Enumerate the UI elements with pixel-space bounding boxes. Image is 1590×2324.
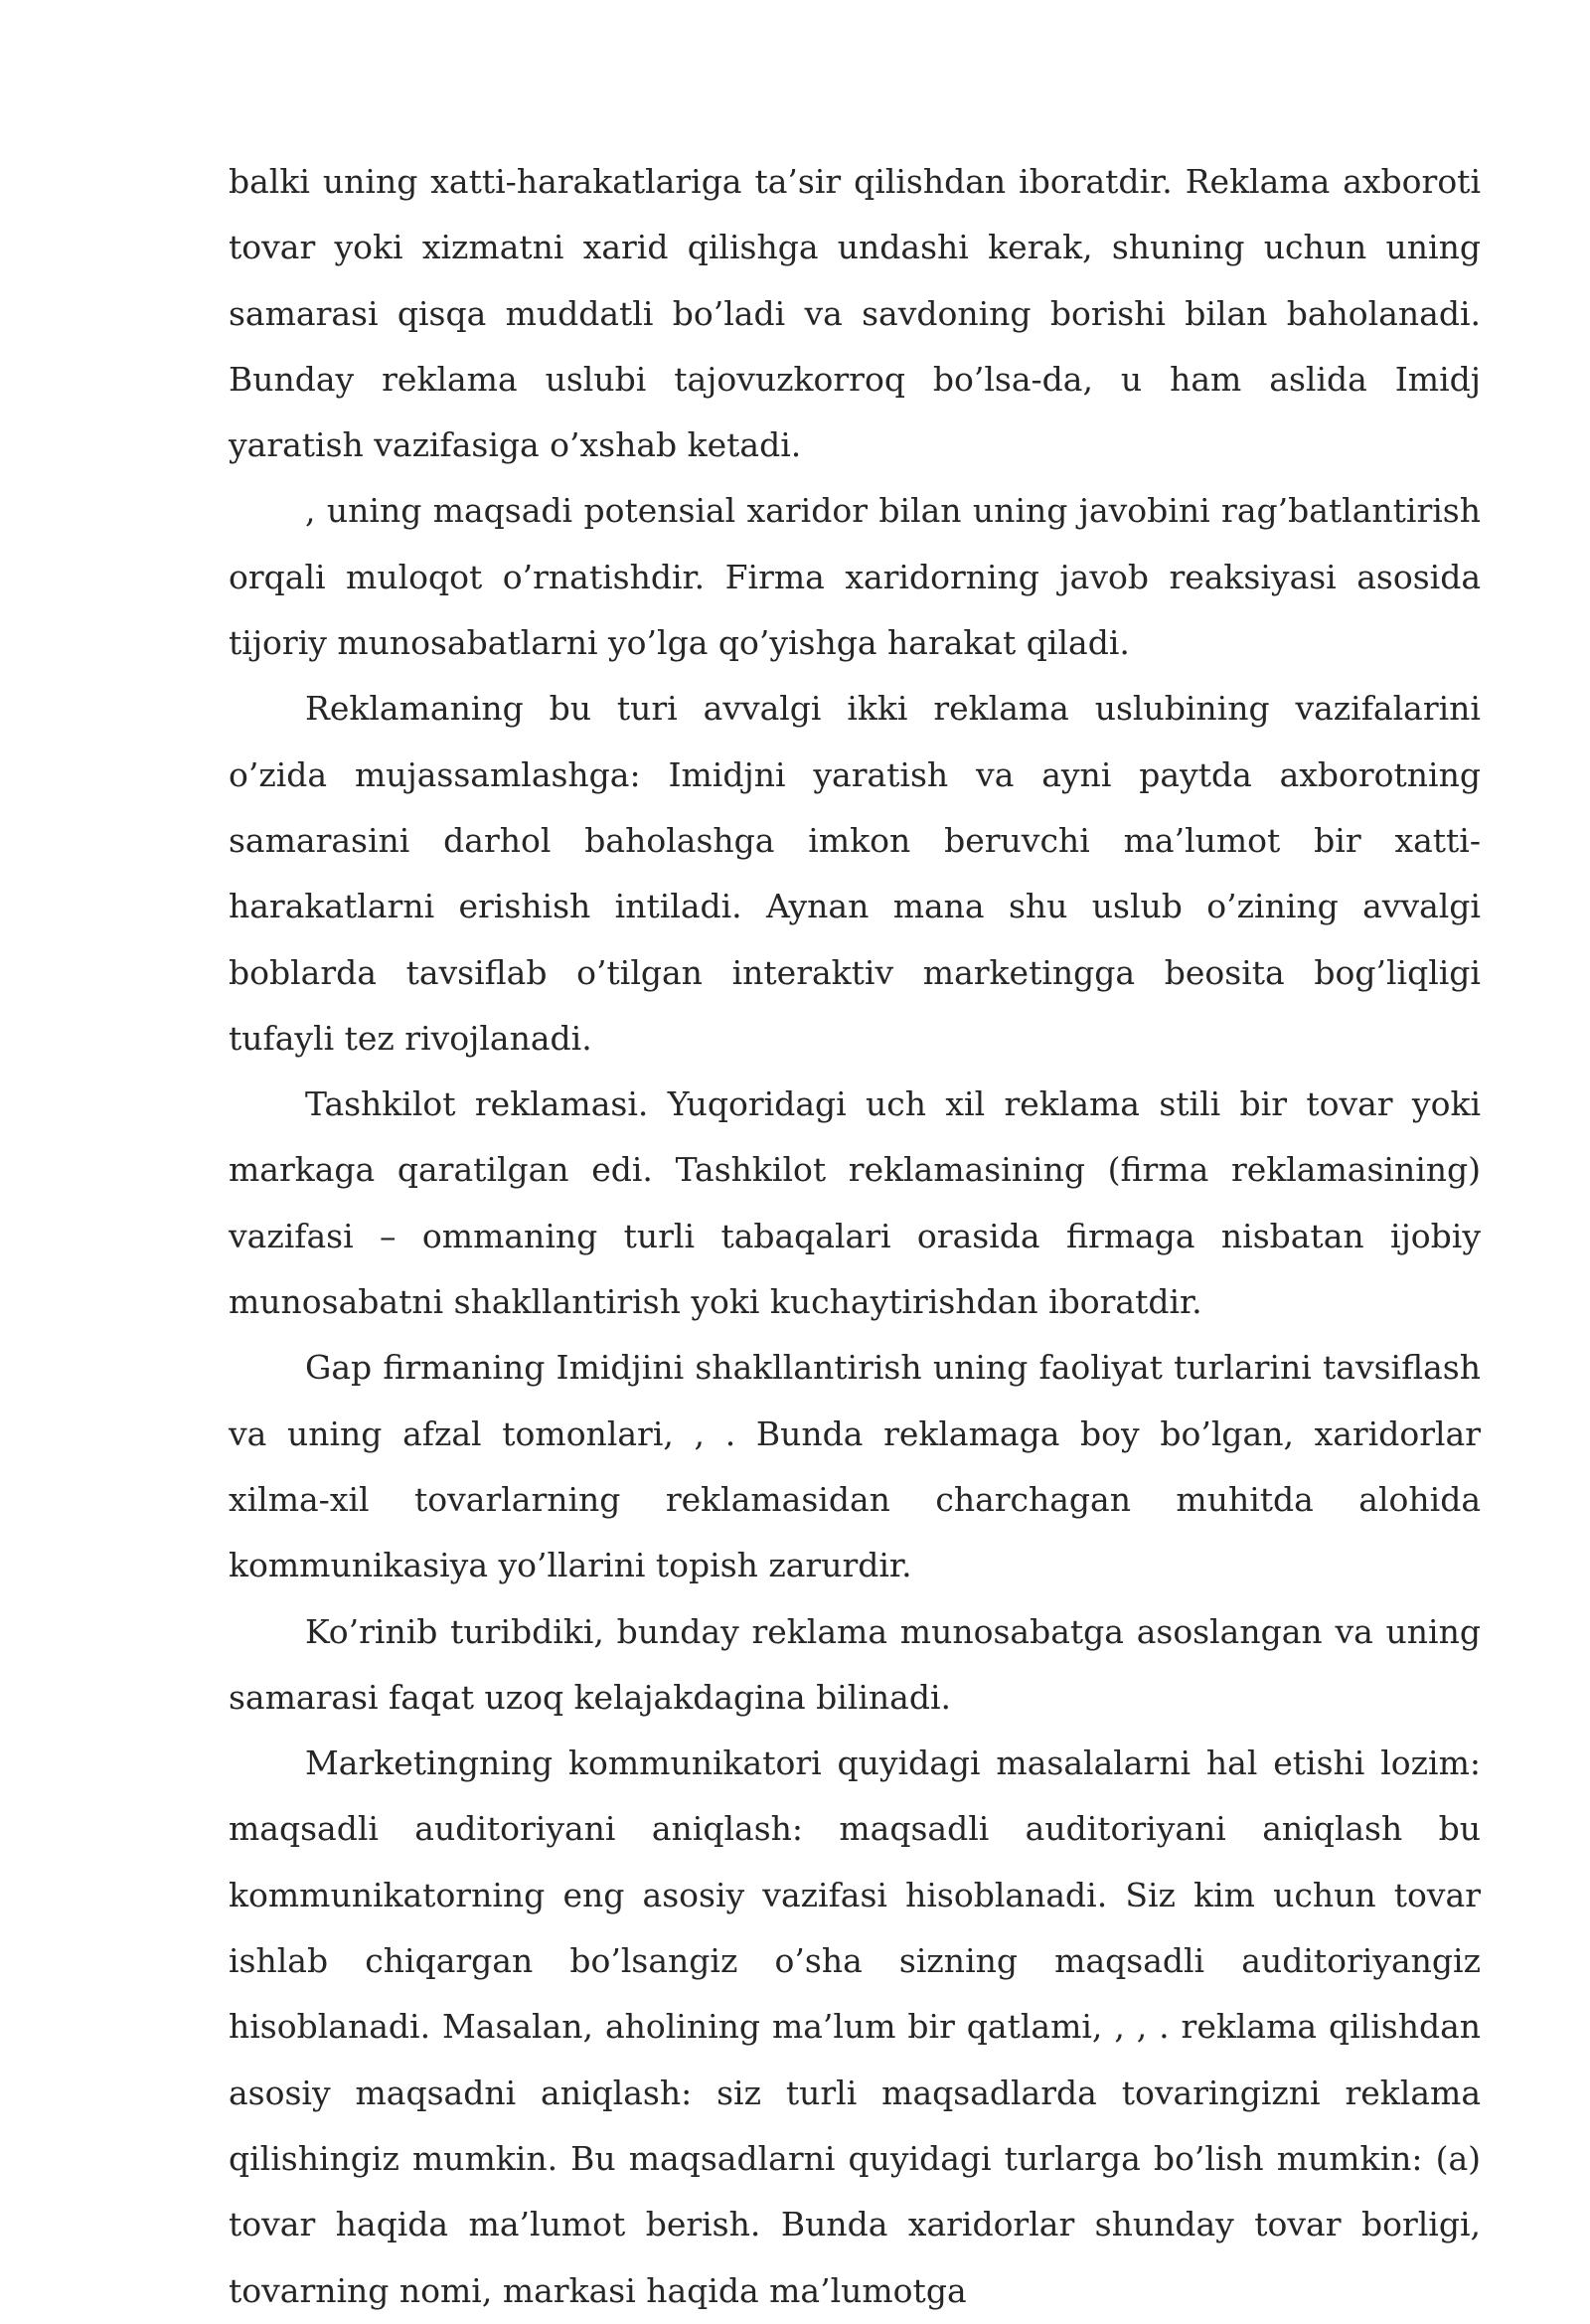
paragraph-7: Marketingning kommunikatori quyidagi masalalarni hal etishi lozim: maqsadli auditoriyani aniqlash: maqsadli auditoriyani aniqlash bu kommunikatorning eng asosiy vazifasi hisoblanadi. Siz kim uchun tovar ishlab chiqargan bo’lsangiz o’sha sizning maqsadli auditoriyangiz hisoblanadi. Masalan, aholining ma’lum bir qatlami, , , . reklama qilishdan asosiy maqsadni aniqlash: siz turli maqsadlarda tovaringizni reklama qilishingiz mumkin. Bu maqsadlarni quyidagi turlarga bo’lish mumkin: (a) tovar haqida ma’lumot berish. Bunda xaridorlar shunday tovar borligi, tovarning nomi, markasi haqida ma’lumotga (229, 1743, 1481, 2310)
paragraph-5: Gap firmaning Imidjini shakllantirish uning faoliyat turlarini tavsiflash va uning afzal tomonlari, , . Bunda reklamaga boy bo’lgan, xaridorlar xilma-xil tovarlarning reklamasidan charchagan muhitda alohida kommunikasiya yo’llarini topish zarurdir. (229, 1348, 1481, 1585)
paragraph-1: balki uning xatti-harakatlariga ta’sir qilishdan iboratdir. Reklama axboroti tovar yoki xizmatni xarid qilishga undashi kerak, shuning uchun uning samarasi qisqa muddatli bo’ladi va savdoning borishi bilan baholanadi. Bunday reklama uslubi tajovuzkorroq bo’lsa-da, u ham aslida Imidj yaratish vazifasiga o’xshab ketadi. (229, 162, 1481, 465)
paragraph-6: Ko’rinib turibdiki, bunday reklama munosabatga asoslangan va uning samarasi faqat uzoq kelajakdagina bilinadi. (229, 1611, 1481, 1717)
paragraph-2: , uning maqsadi potensial xaridor bilan uning javobini rag’batlantirish orqali muloqot o’rnatishdir. Firma xaridorning javob reaksiyasi asosida tijoriy munosabatlarni yo’lga qo’yishga harakat qiladi. (229, 491, 1481, 663)
paragraph-4: Tashkilot reklamasi. Yuqoridagi uch xil reklama stili bir tovar yoki markaga qaratilgan edi. Tashkilot reklamasining (firma reklamasining) vazifasi – ommaning turli tabaqalari orasida firmaga nisbatan ijobiy munosabatni shakllantirish yoki kuchaytirishdan iboratdir. (229, 1084, 1481, 1322)
paragraph-3: Reklamaning bu turi avvalgi ikki reklama uslubining vazifalarini o’zida mujassamlashga: Imidjni yaratish va ayni paytda axborotning samarasini darhol baholashga imkon beruvchi ma’lumot bir xatti-harakatlarni erishish intiladi. Aynan mana shu uslub o’zining avvalgi boblarda tavsiflab o’tilgan interaktiv marketingga beosita bog’liqligi tufayli tez rivojlanadi. (229, 689, 1481, 1058)
document-page (229, 149, 1481, 2324)
